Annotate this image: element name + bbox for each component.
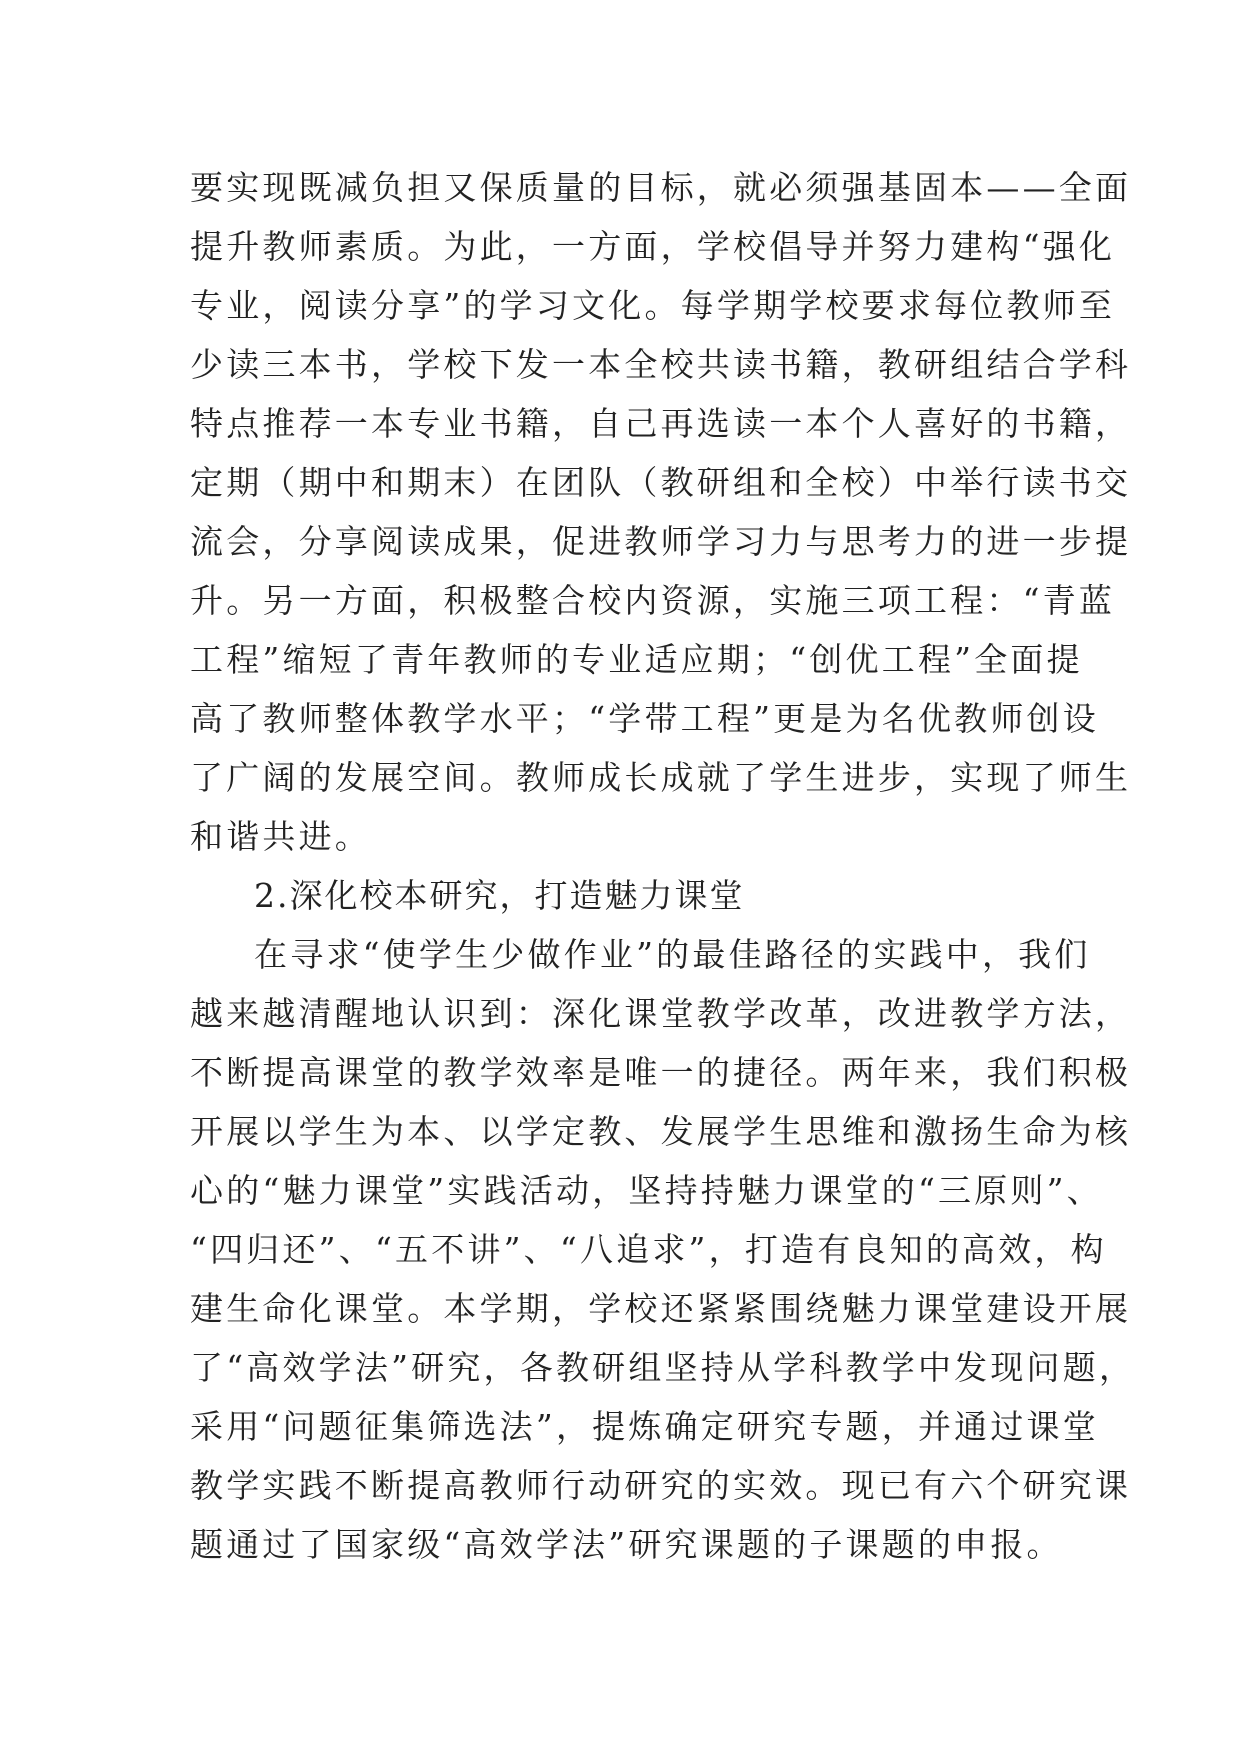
section-heading: 2.深化校本研究，打造魅力课堂 <box>254 876 745 915</box>
text-line: 流会，分享阅读成果，促进教师学习力与思考力的进一步提 <box>190 522 1132 561</box>
text-line: 了广阔的发展空间。教师成长成就了学生进步，实现了师生 <box>190 758 1132 797</box>
text-line: 提升教师素质。为此，一方面，学校倡导并努力建构“强化 <box>190 227 1116 266</box>
text-line: 特点推荐一本专业书籍，自己再选读一本个人喜好的书籍， <box>190 404 1132 443</box>
text-line: 专业，阅读分享”的学习文化。每学期学校要求每位教师至 <box>190 286 1116 325</box>
text-line: 和谐共进。 <box>190 817 371 856</box>
text-line: 升。另一方面，积极整合校内资源，实施三项工程：“青蓝 <box>190 581 1116 620</box>
text-line: 题通过了国家级“高效学法”研究课题的子课题的申报。 <box>190 1525 1063 1564</box>
text-line: 心的“魅力课堂”实践活动，坚持持魅力课堂的“三原则”、 <box>190 1171 1103 1210</box>
text-line: 教学实践不断提高教师行动研究的实效。现已有六个研究课 <box>190 1466 1132 1505</box>
text-line: 开展以学生为本、以学定教、发展学生思维和激扬生命为核 <box>190 1112 1132 1151</box>
text-line: 少读三本书，学校下发一本全校共读书籍，教研组结合学科 <box>190 345 1132 384</box>
text-line: 要实现既减负担又保质量的目标，就必须强基固本——全面 <box>190 168 1132 207</box>
paragraph-teacher-quality <box>190 158 1132 866</box>
text-line: 定期（期中和期末）在团队（教研组和全校）中举行读书交 <box>190 463 1132 502</box>
text-line: 采用“问题征集筛选法”，提炼确定研究专题，并通过课堂 <box>190 1407 1099 1446</box>
paragraph-charm-classroom <box>190 925 1136 1574</box>
text-line: 不断提高课堂的教学效率是唯一的捷径。两年来，我们积极 <box>190 1053 1132 1092</box>
text-line: 建生命化课堂。本学期，学校还紧紧围绕魅力课堂建设开展 <box>190 1289 1132 1328</box>
text-line: 工程”缩短了青年教师的专业适应期；“创优工程”全面提 <box>190 640 1083 679</box>
text-line: 高了教师整体教学水平；“学带工程”更是为名优教师创设 <box>190 699 1099 738</box>
text-line: 在寻求“使学生少做作业”的最佳路径的实践中，我们 <box>254 935 1091 974</box>
document-body <box>190 158 1136 1574</box>
text-line: 了“高效学法”研究，各教研组坚持从学科教学中发现问题， <box>190 1348 1136 1387</box>
text-line: “四归还”、“五不讲”、“八追求”，打造有良知的高效，构 <box>190 1230 1107 1269</box>
text-line: 越来越清醒地认识到：深化课堂教学改革，改进教学方法， <box>190 994 1132 1033</box>
